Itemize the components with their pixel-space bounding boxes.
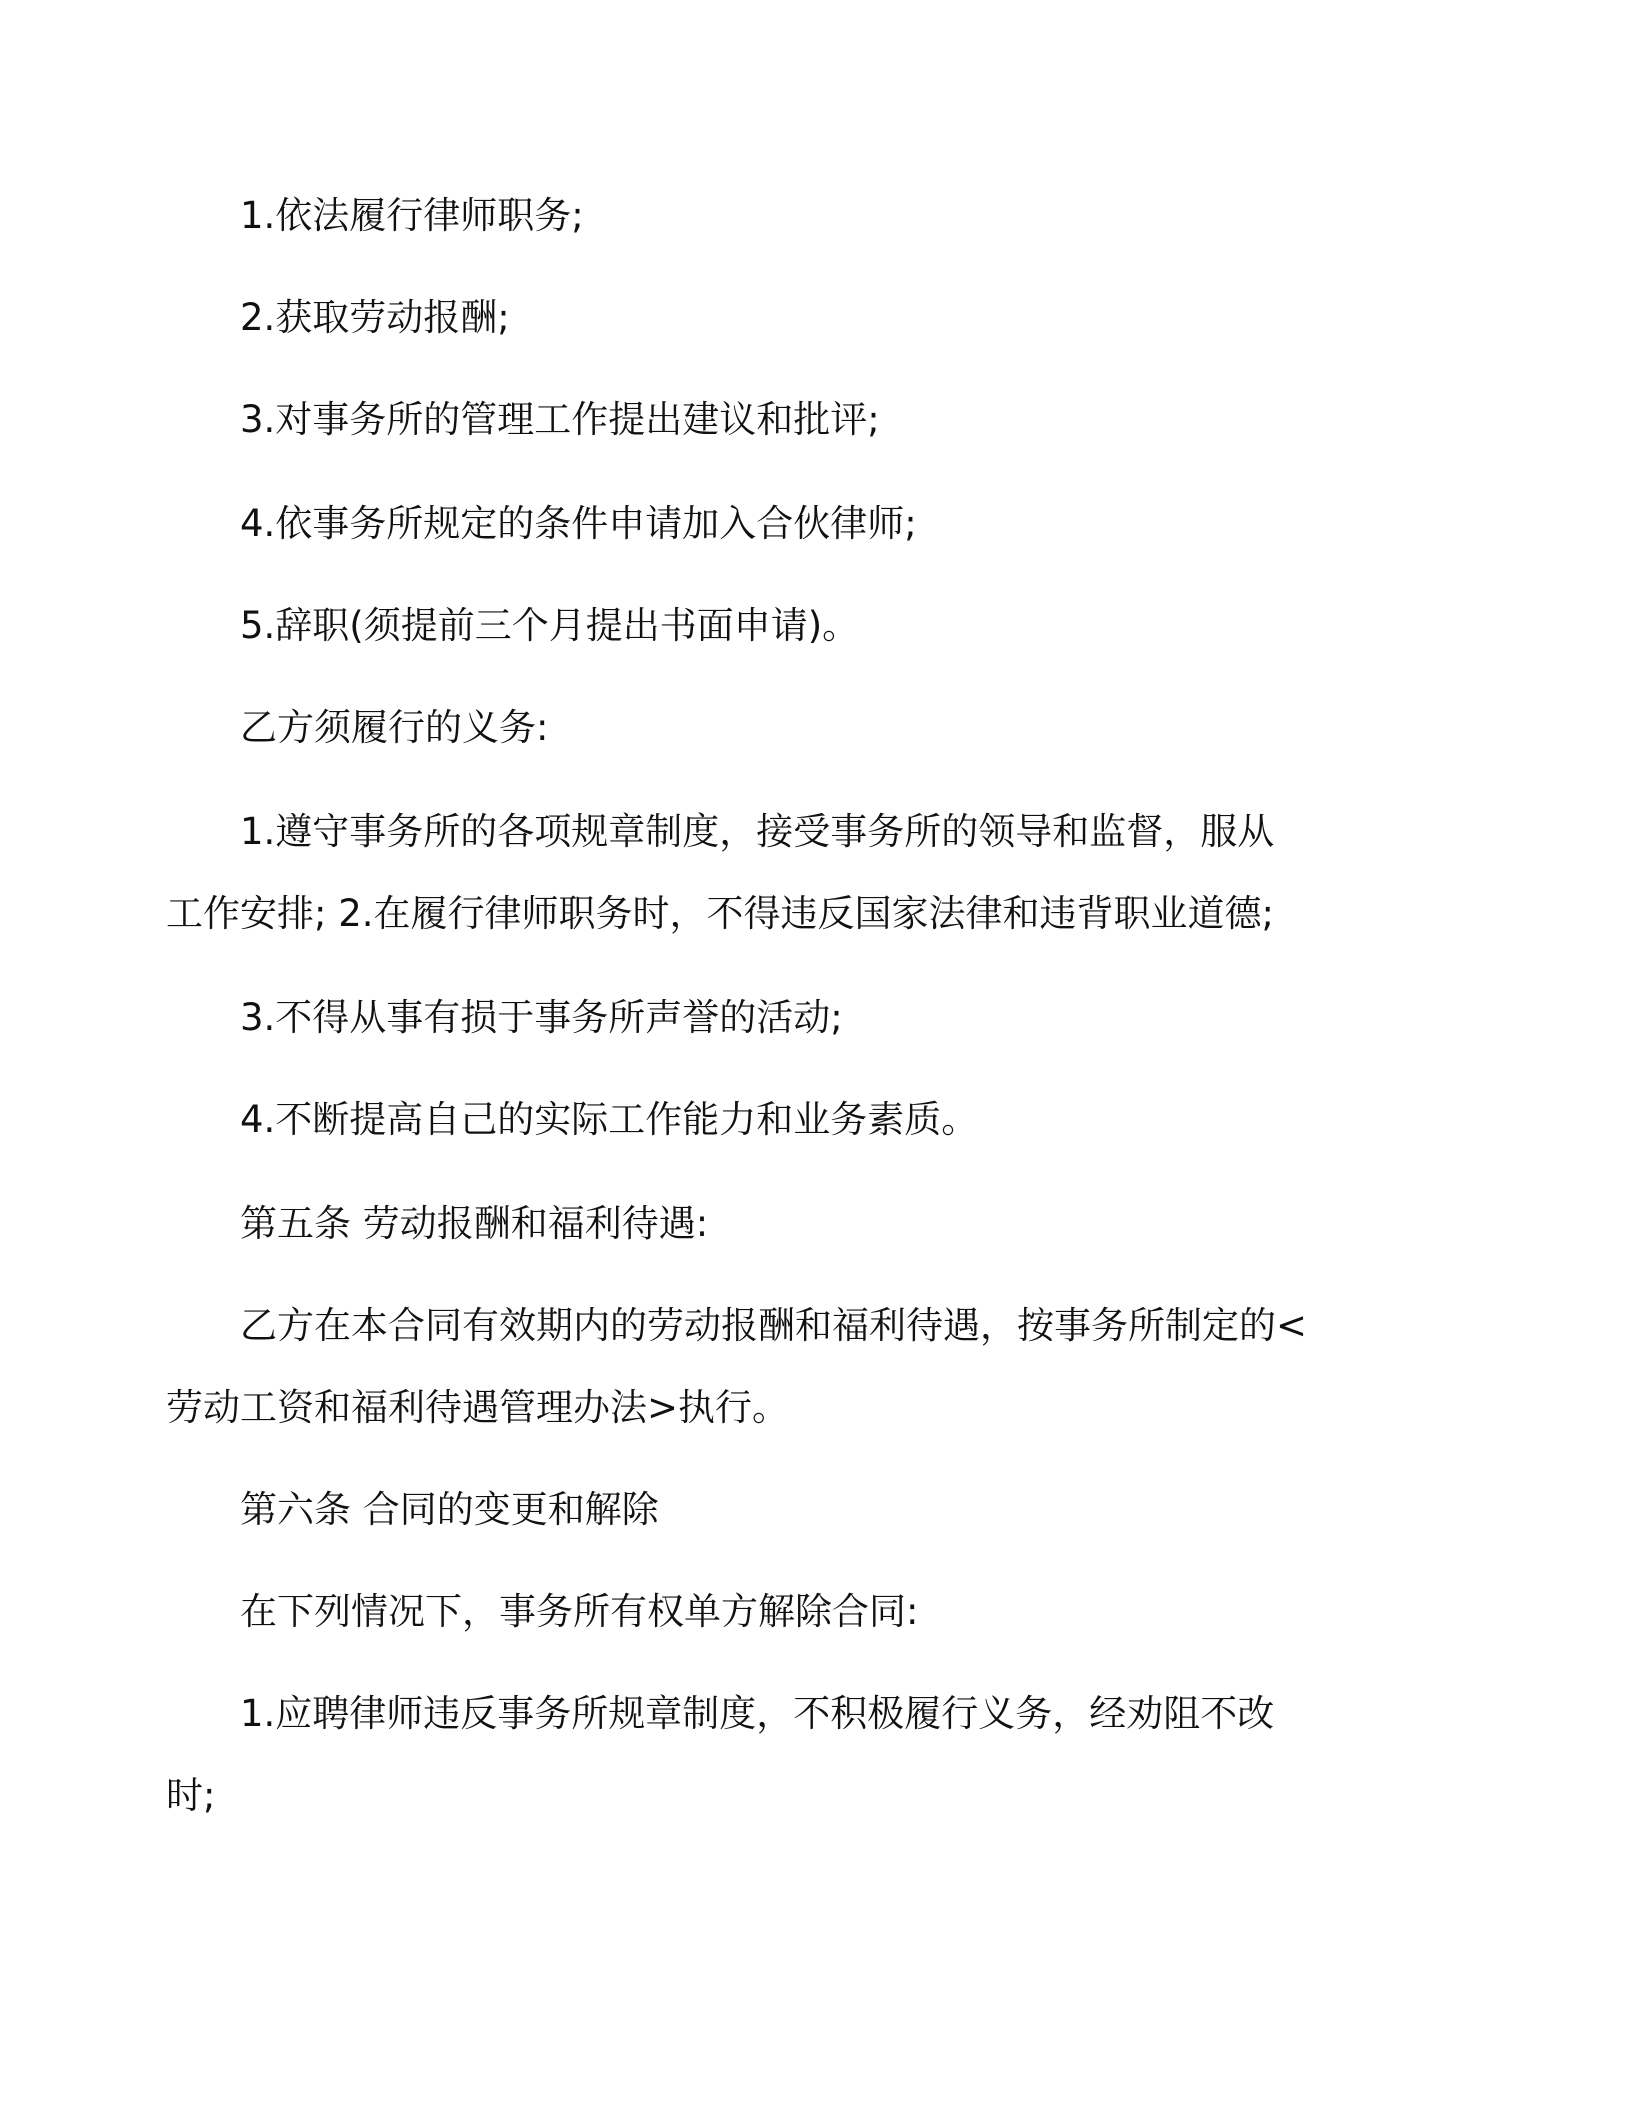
termination-item-1-line-1: 1.应聘律师违反事务所规章制度，不积极履行义务，经劝阻不改 [240, 1692, 1275, 1735]
obligation-item-3: 3.不得从事有损于事务所声誉的活动; [240, 996, 843, 1039]
obligation-item-1-line-2: 工作安排; 2.在履行律师职务时，不得违反国家法律和违背职业道德; [166, 892, 1274, 935]
obligations-heading: 乙方须履行的义务: [240, 706, 549, 749]
article-6-heading: 第六条 合同的变更和解除 [240, 1488, 659, 1531]
right-item-2: 2.获取劳动报酬; [240, 296, 510, 339]
obligation-item-1-line-1: 1.遵守事务所的各项规章制度，接受事务所的领导和监督，服从 [240, 810, 1275, 853]
termination-item-1 [240, 1670, 1380, 1758]
remuneration-line-1: 乙方在本合同有效期内的劳动报酬和福利待遇，按事务所制定的< [240, 1304, 1308, 1347]
right-item-3: 3.对事务所的管理工作提出建议和批评; [240, 398, 880, 441]
obligation-item-4: 4.不断提高自己的实际工作能力和业务素质。 [240, 1098, 979, 1141]
right-item-5: 5.辞职(须提前三个月提出书面申请)。 [240, 604, 860, 647]
remuneration-paragraph-continued [166, 1364, 1380, 1452]
obligation-item-1 [240, 788, 1380, 876]
remuneration-paragraph [240, 1282, 1380, 1370]
right-item-1: 1.依法履行律师职务; [240, 194, 584, 237]
obligation-item-1-continued [166, 870, 1380, 958]
termination-item-1-line-2: 时; [166, 1774, 216, 1817]
right-item-4: 4.依事务所规定的条件申请加入合伙律师; [240, 502, 917, 545]
termination-intro: 在下列情况下，事务所有权单方解除合同: [240, 1590, 919, 1633]
termination-item-1-continued [166, 1752, 1380, 1840]
remuneration-line-2: 劳动工资和福利待遇管理办法>执行。 [166, 1386, 790, 1429]
article-5-heading: 第五条 劳动报酬和福利待遇: [240, 1202, 709, 1245]
